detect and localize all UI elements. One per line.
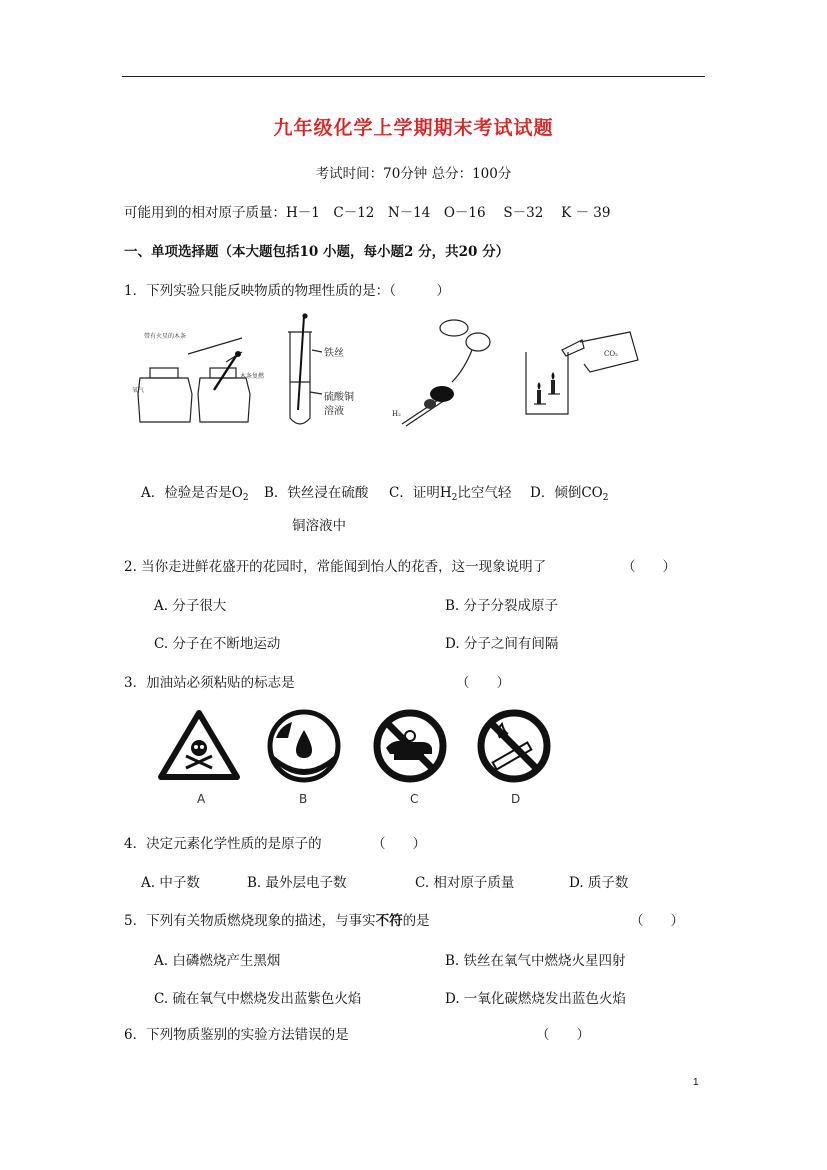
q1-option-b-text: B．铁丝浸在硫酸 [264,485,369,501]
q1-fig-a-side-label: 氧气 [132,387,145,394]
q1-option-c-sub: 2 [451,493,458,503]
q1-option-a-sub: 2 [242,493,249,503]
q5-option-d[interactable]: D. 一氧化碳燃烧发出蓝色火焰 [445,991,626,1007]
q1-option-d-sub: 2 [602,493,609,503]
q3-sign-d-no-smoking-icon [476,708,552,784]
q2-stem: 2. 当你走进鲜花盛开的花园时，常能闻到怡人的花香，这一现象说明了 [124,559,547,575]
q3-sign-d-label[interactable]: D [511,792,521,806]
q1-fig-d-co2-label: CO₂ [604,350,618,358]
q1-figure-c [392,316,504,436]
page-title: 九年级化学上学期期末考试试题 [273,117,554,139]
q1-fig-b-sol1-label: 硫酸铜 [324,392,354,403]
q6-stem: 6．下列物质鉴别的实验方法错误的是 [124,1027,349,1043]
q2-option-a[interactable]: A. 分子很大 [154,598,227,614]
q1-fig-b-wire-label: 铁丝 [324,348,344,359]
q1-fig-c-h2-label: H₂ [392,410,401,418]
q3-sign-c-no-flame-icon [372,708,448,784]
q5-option-b[interactable]: B. 铁丝在氧气中燃烧火星四射 [445,953,626,969]
q1-option-d-text: D．倾倒CO [530,485,603,501]
q5-answer-paren: （ ） [630,913,684,929]
header-rule [122,76,705,77]
q4-option-a[interactable]: A. 中子数 [141,875,200,891]
q2-answer-paren: （ ） [622,559,676,575]
q5-stem-emphasis: 不符 [375,913,403,929]
q1-option-c[interactable] [389,481,511,503]
q3-stem: 3．加油站必须粘贴的标志是 [124,675,295,691]
q1-figure-b [282,312,372,432]
q3-sign-a-label[interactable]: A [197,792,206,806]
q1-option-c-text: C．证明H [389,485,452,501]
q1-option-b[interactable] [264,481,368,501]
q1-option-a[interactable] [141,481,249,503]
q1-option-c-rest: 比空气轻 [457,485,512,501]
q3-sign-a-toxic-icon [158,710,240,780]
q1-stem: 1．下列实验只能反映物质的物理性质的是：（ ） [124,283,450,299]
q3-sign-c-label[interactable]: C [410,792,419,806]
q4-option-d[interactable]: D. 质子数 [569,875,629,891]
q1-option-b-line2: 铜溶液中 [292,518,346,534]
q1-fig-b-sol2-label: 溶液 [324,406,344,417]
q2-option-d[interactable]: D. 分子之间有间隔 [445,636,559,652]
q4-answer-paren: （ ） [372,836,426,852]
exam-info: 考试时间：70分钟 总分：100分 [315,166,512,182]
section1-heading: 一、单项选择题（本大题包括10 小题，每小题2 分，共20 分） [124,244,510,260]
q4-option-c[interactable]: C. 相对原子质量 [415,875,515,891]
q5-stem-end: 的是 [402,913,430,929]
q2-option-c[interactable]: C. 分子在不断地运动 [154,636,281,652]
q1-fig-a-right-label: 木条复燃 [240,373,265,380]
q1-figure-d [522,330,642,420]
q6-answer-paren: （ ） [536,1027,590,1043]
page-number: 1 [693,1077,699,1088]
q1-fig-a-top-label: 带有火星的木条 [144,333,187,340]
q5-option-a[interactable]: A. 白磷燃烧产生黑烟 [154,953,281,969]
q2-option-b[interactable]: B. 分子分裂成原子 [445,598,559,614]
q1-figure-a [130,322,265,434]
q5-option-c[interactable]: C. 硫在氧气中燃烧发出蓝紫色火焰 [154,991,362,1007]
q3-answer-paren: （ ） [456,675,510,691]
q3-sign-b-label[interactable]: B [299,792,308,806]
q4-option-b[interactable]: B. 最外层电子数 [247,875,347,891]
q1-option-d[interactable] [530,481,608,503]
q3-sign-b-corrosive-icon [266,708,342,784]
q5-stem-start: 5．下列有关物质燃烧现象的描述，与事实 [124,913,376,929]
q1-option-a-text: A．检验是否是O [141,485,243,501]
atomic-masses: 可能用到的相对原子质量：H－1 C－12 N－14 O－16 S－32 K － 39 [124,205,611,221]
q4-stem: 4．决定元素化学性质的是原子的 [124,836,322,852]
q5-stem [124,909,430,929]
